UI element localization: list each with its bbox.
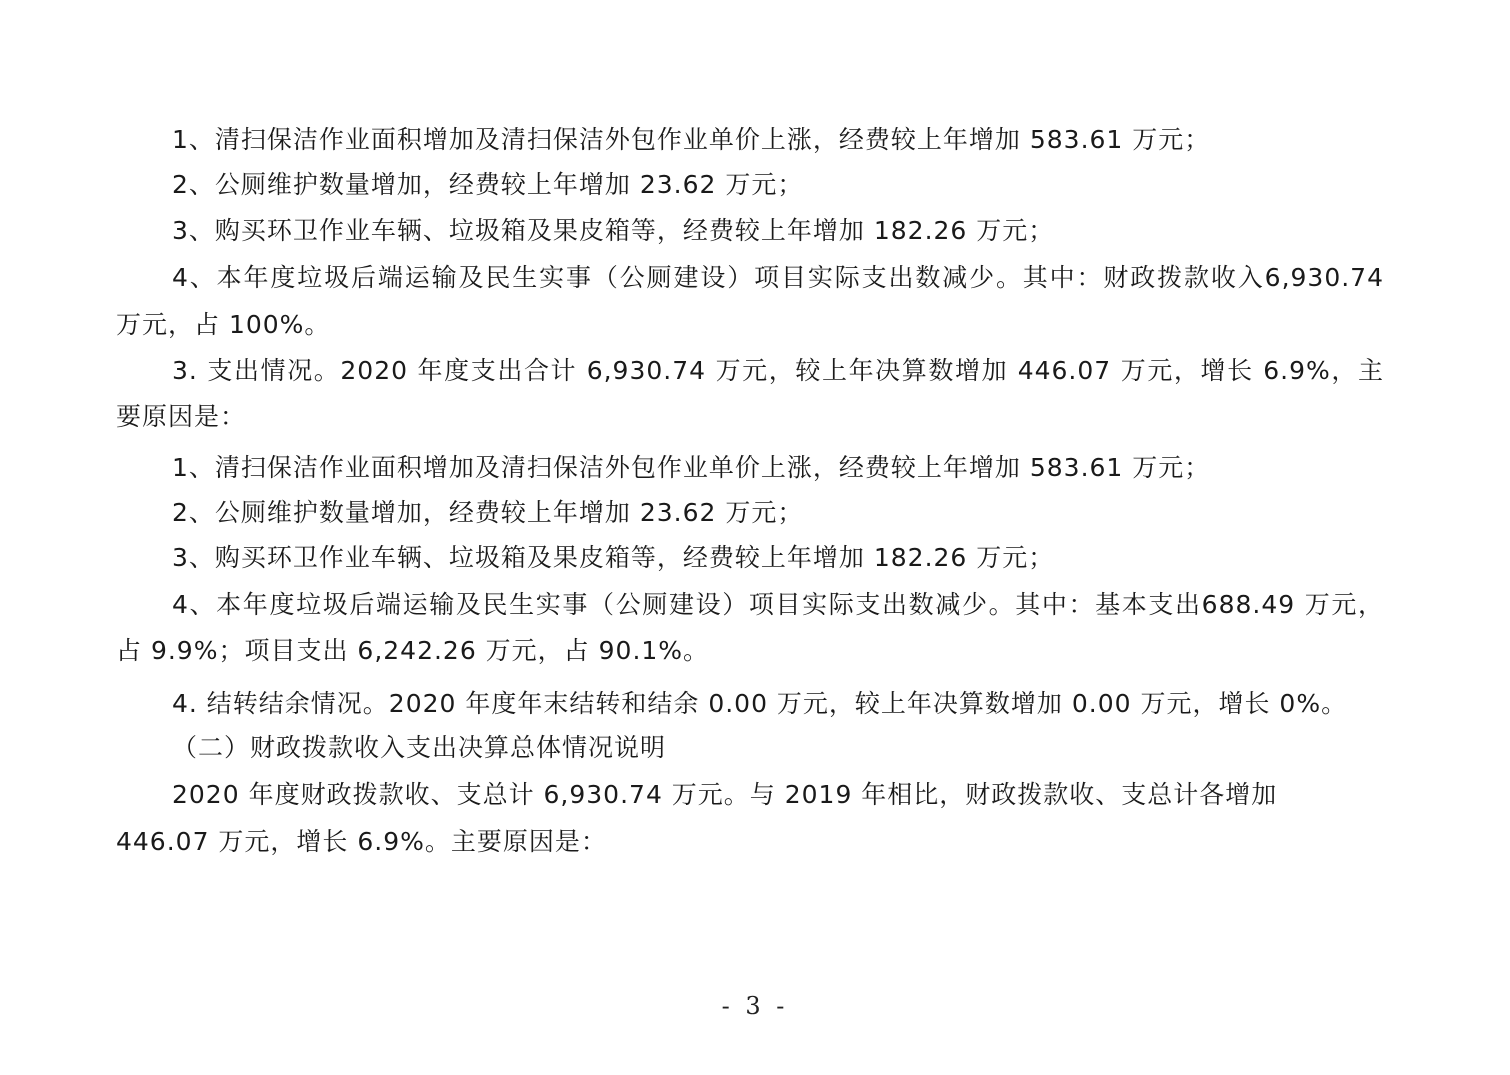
paragraph-line: 要原因是： (116, 402, 247, 431)
paragraph-line: 占 9.9%；项目支出 6,242.26 万元，占 90.1%。 (116, 636, 710, 665)
page-number: - 3 - (721, 992, 789, 1020)
paragraph-line: 2、公厕维护数量增加，经费较上年增加 23.62 万元； (172, 170, 804, 199)
paragraph-line: 4、本年度垃圾后端运输及民生实事（公厕建设）项目实际支出数减少。其中：财政拨款收入6,930.74 (172, 263, 1384, 292)
paragraph-line: 2、公厕维护数量增加，经费较上年增加 23.62 万元； (172, 498, 804, 527)
paragraph-line: 4、本年度垃圾后端运输及民生实事（公厕建设）项目实际支出数减少。其中：基本支出688.49 万元， (172, 590, 1384, 619)
paragraph-line: 3、购买环卫作业车辆、垃圾箱及果皮箱等，经费较上年增加 182.26 万元； (172, 216, 1055, 245)
paragraph-line: 446.07 万元，增长 6.9%。主要原因是： (116, 827, 607, 856)
paragraph-line: 1、清扫保洁作业面积增加及清扫保洁外包作业单价上涨，经费较上年增加 583.61 万元； (172, 125, 1211, 154)
paragraph-line: 2020 年度财政拨款收、支总计 6,930.74 万元。与 2019 年相比，财政拨款收、支总计各增加 (172, 780, 1278, 809)
paragraph-line: 4. 结转结余情况。2020 年度年末结转和结余 0.00 万元，较上年决算数增加 0.00 万元，增长 0%。 (172, 689, 1348, 718)
paragraph-line: 3、购买环卫作业车辆、垃圾箱及果皮箱等，经费较上年增加 182.26 万元； (172, 543, 1055, 572)
section-heading: （二）财政拨款收入支出决算总体情况说明 (172, 733, 667, 762)
paragraph-line: 1、清扫保洁作业面积增加及清扫保洁外包作业单价上涨，经费较上年增加 583.61 万元； (172, 453, 1211, 482)
paragraph-line: 3. 支出情况。2020 年度支出合计 6,930.74 万元，较上年决算数增加 446.07 万元，增长 6.9%，主 (172, 356, 1384, 385)
paragraph-line: 万元，占 100%。 (116, 310, 331, 339)
